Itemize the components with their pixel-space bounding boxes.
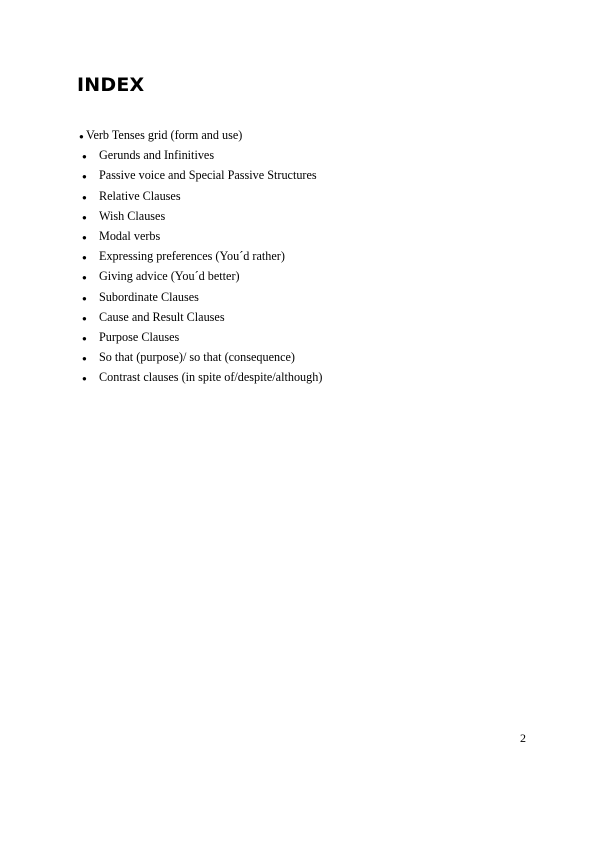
index-item-subordinate-clauses [78, 288, 322, 308]
bullet-icon: ● [82, 293, 87, 303]
index-item-label: Cause and Result Clauses [99, 309, 225, 324]
bullet-icon: ● [79, 132, 84, 141]
index-item-label: Purpose Clauses [99, 330, 180, 345]
index-item-gerunds-infinitives [78, 146, 322, 166]
index-item-label: Modal verbs [99, 229, 161, 244]
page-number: 2 [520, 731, 526, 745]
index-item-wish-clauses [78, 207, 322, 227]
index-item-contrast-clauses [78, 368, 322, 388]
index-item-label: Wish Clauses [99, 208, 166, 223]
index-item-label: Expressing preferences (You´d rather) [99, 249, 285, 264]
index-item-label: Passive voice and Special Passive Structures [99, 168, 317, 183]
index-item-label: So that (purpose)/ so that (consequence) [99, 350, 295, 365]
index-item-label: Contrast clauses (in spite of/despite/although) [99, 370, 323, 385]
index-item-label: Verb Tenses grid (form and use) [86, 128, 243, 142]
bullet-icon: ● [82, 374, 87, 384]
index-item-label: Gerunds and Infinitives [99, 148, 215, 163]
index-item-giving-advice [78, 267, 322, 287]
index-item-so-that [78, 348, 322, 368]
index-list [78, 126, 322, 389]
index-item-verb-tenses [78, 126, 322, 146]
index-item-modal-verbs [78, 227, 322, 247]
index-item-purpose-clauses [78, 328, 322, 348]
index-item-relative-clauses [78, 187, 322, 207]
index-item-passive-voice [78, 166, 322, 186]
bullet-icon: ● [82, 192, 87, 202]
index-item-label: Relative Clauses [99, 188, 181, 203]
page-title: INDEX [77, 74, 145, 96]
index-item-cause-result [78, 308, 322, 328]
index-item-expressing-preferences [78, 247, 322, 267]
bullet-icon: ● [82, 233, 87, 243]
index-item-label: Giving advice (You´d better) [99, 269, 240, 284]
bullet-icon: ● [82, 152, 87, 162]
index-item-label: Subordinate Clauses [99, 289, 199, 304]
bullet-icon: ● [82, 273, 87, 283]
bullet-icon: ● [82, 172, 87, 182]
bullet-icon: ● [82, 212, 87, 222]
bullet-icon: ● [82, 313, 87, 323]
bullet-icon: ● [82, 354, 87, 364]
bullet-icon: ● [82, 334, 87, 344]
bullet-icon: ● [82, 253, 87, 263]
